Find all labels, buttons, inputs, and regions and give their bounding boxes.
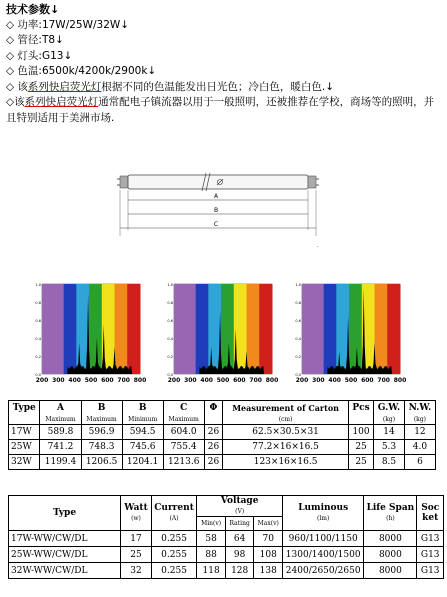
cell: 0.255 bbox=[151, 547, 197, 563]
cell: 26 bbox=[204, 455, 223, 470]
cell: 1204.1 bbox=[122, 455, 163, 470]
spectrum-band bbox=[127, 284, 140, 374]
cell: 17 bbox=[121, 531, 152, 547]
cell: 12 bbox=[404, 425, 435, 440]
x-tick-label: 200 bbox=[295, 377, 309, 384]
y-tick-label: 0.6 bbox=[295, 319, 301, 323]
x-tick-label: 300 bbox=[52, 377, 65, 384]
sub-c: Maximum bbox=[163, 415, 204, 425]
spectrum-charts bbox=[0, 280, 447, 388]
spec-application bbox=[6, 95, 442, 126]
table-row bbox=[9, 425, 436, 440]
col-socket bbox=[417, 496, 444, 531]
spec-lamp-base: ◇ 灯头:G13↓ bbox=[6, 49, 73, 62]
cell: 70 bbox=[254, 531, 283, 547]
col-watt bbox=[121, 496, 152, 531]
y-tick-label: 0.2 bbox=[167, 355, 173, 359]
col-life-span bbox=[364, 496, 417, 531]
x-tick-label: 600 bbox=[101, 377, 114, 384]
cell: 755.4 bbox=[163, 440, 204, 455]
x-tick-label: 600 bbox=[361, 377, 374, 384]
h-luminous: Luminous bbox=[298, 503, 349, 513]
y-tick-label: 1.0 bbox=[295, 283, 301, 287]
y-tick-label: 0.8 bbox=[295, 301, 301, 305]
dim-label-a: A bbox=[213, 193, 219, 200]
cell: 108 bbox=[254, 547, 283, 563]
cell: 14 bbox=[374, 425, 405, 440]
spectrum-band-uv bbox=[42, 284, 64, 374]
cell: 0.255 bbox=[151, 531, 197, 547]
cell: 8.5 bbox=[374, 455, 405, 470]
x-tick-label: 400 bbox=[328, 377, 341, 384]
col-b-max: B bbox=[81, 401, 122, 415]
sub-b-max: Maximum bbox=[81, 415, 122, 425]
cell: 98 bbox=[225, 547, 254, 563]
spec-application-series: 系列快启荧光灯 bbox=[24, 96, 99, 108]
table-row bbox=[9, 531, 444, 547]
x-tick-label: 800 bbox=[133, 377, 147, 384]
spectrum-band bbox=[247, 284, 260, 374]
spec-color-desc-prefix: ◇ 该 bbox=[6, 80, 28, 93]
x-tick-label: 700 bbox=[117, 377, 130, 384]
h-life-unit: (h) bbox=[386, 515, 395, 522]
h-voltage-unit: (V) bbox=[235, 508, 245, 515]
x-tick-label: 300 bbox=[184, 377, 197, 384]
cell: 594.5 bbox=[122, 425, 163, 440]
cell: 745.6 bbox=[122, 440, 163, 455]
x-tick-label: 200 bbox=[167, 377, 181, 384]
x-tick-label: 800 bbox=[265, 377, 279, 384]
y-tick-label: 1.0 bbox=[35, 283, 41, 287]
y-tick-label: 0.8 bbox=[167, 301, 173, 305]
spec-color-desc-rest: 根据不同的色温能发出日光色；冷白色，暖白色.↓ bbox=[101, 80, 335, 93]
dim-label-c: C bbox=[213, 221, 219, 228]
cell: 8000 bbox=[364, 563, 417, 579]
cell: 100 bbox=[348, 425, 373, 440]
sub-gw: (kg) bbox=[374, 415, 405, 425]
col-current bbox=[151, 496, 197, 531]
h-max: Max(v) bbox=[254, 517, 283, 531]
spec-power: ◇ 功率:17W/25W/32W↓ bbox=[6, 18, 130, 31]
spec-tube-diameter: ◇ 管径:T8↓ bbox=[6, 34, 64, 46]
y-tick-label: 0.4 bbox=[35, 337, 41, 341]
y-tick-label: 0.2 bbox=[35, 355, 41, 359]
spectrum-band bbox=[259, 284, 272, 374]
cell: 1300/1400/1500 bbox=[283, 547, 364, 563]
col-nw: N.W. bbox=[404, 401, 435, 415]
cell: 596.9 bbox=[81, 425, 122, 440]
electrical-table bbox=[8, 495, 444, 579]
h-socket: Socket bbox=[421, 503, 440, 523]
h-current-unit: (A) bbox=[169, 515, 179, 522]
y-tick-label: 1.0 bbox=[167, 283, 173, 287]
cell: 5.3 bbox=[374, 440, 405, 455]
y-tick-label: 0.4 bbox=[295, 337, 301, 341]
x-tick-label: 500 bbox=[84, 377, 98, 384]
cell: 32W bbox=[9, 455, 40, 470]
sub-pcs bbox=[348, 415, 373, 425]
dimension-table-subheader bbox=[9, 415, 436, 425]
col-type: Type bbox=[9, 401, 40, 415]
dim-label-b: B bbox=[213, 207, 219, 214]
cell: 1206.5 bbox=[81, 455, 122, 470]
x-tick-label: 500 bbox=[344, 377, 358, 384]
spectrum-band bbox=[387, 284, 400, 374]
cell: 138 bbox=[254, 563, 283, 579]
cell: 25 bbox=[121, 547, 152, 563]
col-b-min: B bbox=[122, 401, 163, 415]
spec-application-prefix: ◇该 bbox=[6, 96, 25, 108]
spectrum-panel-2 bbox=[164, 280, 279, 388]
cell: 58 bbox=[197, 531, 226, 547]
cell: 77.2×16×16.5 bbox=[223, 440, 349, 455]
x-tick-label: 600 bbox=[233, 377, 246, 384]
table-row bbox=[9, 563, 444, 579]
cell: 128 bbox=[225, 563, 254, 579]
spectrum-band bbox=[349, 284, 362, 374]
cell: 25W-WW/CW/DL bbox=[9, 547, 121, 563]
cell: 123×16×16.5 bbox=[223, 455, 349, 470]
col-gw: G.W. bbox=[374, 401, 405, 415]
cell: 32 bbox=[121, 563, 152, 579]
table-row bbox=[9, 547, 444, 563]
col-voltage bbox=[197, 496, 283, 517]
y-tick-label: 0.2 bbox=[295, 355, 301, 359]
cell: 741.2 bbox=[40, 440, 81, 455]
col-type bbox=[9, 496, 121, 531]
spectrum-band bbox=[64, 284, 77, 374]
spectrum-band bbox=[324, 284, 337, 374]
sub-b-min: Minimum bbox=[122, 415, 163, 425]
x-tick-label: 300 bbox=[312, 377, 325, 384]
decoration-mark: . bbox=[316, 240, 319, 249]
y-tick-label: 0.0 bbox=[167, 373, 173, 377]
spectrum-band bbox=[375, 284, 388, 374]
sub-nw: (kg) bbox=[404, 415, 435, 425]
cell: 26 bbox=[204, 425, 223, 440]
cell: 748.3 bbox=[81, 440, 122, 455]
cell: 4.0 bbox=[404, 440, 435, 455]
h-min: Min(v) bbox=[197, 517, 226, 531]
cell: 32W-WW/CW/DL bbox=[9, 563, 121, 579]
spectrum-panel-1 bbox=[32, 280, 147, 388]
y-tick-label: 0.4 bbox=[167, 337, 173, 341]
x-tick-label: 800 bbox=[393, 377, 407, 384]
cell: 1199.4 bbox=[40, 455, 81, 470]
spec-color-temp: ◇ 色温:6500k/4200k/2900k↓ bbox=[6, 65, 157, 77]
spectrum-band-uv bbox=[174, 284, 196, 374]
sub-carton: (cm) bbox=[223, 415, 349, 425]
cell: 25 bbox=[348, 440, 373, 455]
cell: 0.255 bbox=[151, 563, 197, 579]
h-life: Life Span bbox=[366, 503, 415, 513]
cell: 64 bbox=[225, 531, 254, 547]
table-row bbox=[9, 440, 436, 455]
y-tick-label: 0.6 bbox=[167, 319, 173, 323]
col-pcs: Pcs bbox=[348, 401, 373, 415]
h-watt: Watt bbox=[124, 503, 148, 513]
tube-dimension-diagram bbox=[112, 170, 324, 248]
tech-specs bbox=[6, 2, 442, 126]
y-tick-label: 0.6 bbox=[35, 319, 41, 323]
x-tick-label: 700 bbox=[377, 377, 390, 384]
x-tick-label: 200 bbox=[35, 377, 49, 384]
h-watt-unit: (w) bbox=[131, 515, 141, 522]
x-tick-label: 400 bbox=[200, 377, 213, 384]
dimension-table-header bbox=[9, 401, 436, 415]
h-rating: Rating bbox=[225, 517, 254, 531]
cell: 17W-WW/CW/DL bbox=[9, 531, 121, 547]
x-tick-label: 500 bbox=[216, 377, 230, 384]
spec-application-rest: 通常配电子镇流器以用于一般照明，还被推荐在学校，商场等的照明，并且特别适用于美洲市场. bbox=[6, 96, 435, 124]
cell: 17W bbox=[9, 425, 40, 440]
cell: 2400/2650/2650 bbox=[283, 563, 364, 579]
cell: 62.5×30.5×31 bbox=[223, 425, 349, 440]
cell: 8000 bbox=[364, 547, 417, 563]
specs-heading: 技术参数↓ bbox=[6, 3, 60, 16]
electrical-table-header bbox=[9, 496, 444, 517]
x-tick-label: 700 bbox=[249, 377, 262, 384]
cell: G13 bbox=[417, 563, 444, 579]
cell: 589.8 bbox=[40, 425, 81, 440]
spectrum-band bbox=[89, 284, 102, 374]
sub-diameter bbox=[204, 415, 223, 425]
y-tick-label: 0.8 bbox=[35, 301, 41, 305]
spectrum-band-uv bbox=[302, 284, 324, 374]
y-tick-label: 0.0 bbox=[35, 373, 41, 377]
cell: 6 bbox=[404, 455, 435, 470]
cell: 118 bbox=[197, 563, 226, 579]
dimension-table bbox=[8, 400, 436, 470]
col-carton: Measurement of Carton bbox=[223, 401, 349, 415]
h-type: Type bbox=[53, 508, 77, 518]
spec-color-desc-series: 系列快启荧光灯 bbox=[27, 80, 102, 93]
cell: 960/1100/1150 bbox=[283, 531, 364, 547]
col-luminous bbox=[283, 496, 364, 531]
spectrum-band bbox=[115, 284, 128, 374]
spec-color-desc bbox=[6, 80, 442, 96]
spectrum-band bbox=[221, 284, 234, 374]
col-diameter: Φ bbox=[204, 401, 223, 415]
sub-type bbox=[9, 415, 40, 425]
cell: G13 bbox=[417, 531, 444, 547]
col-c: C bbox=[163, 401, 204, 415]
col-a: A bbox=[40, 401, 81, 415]
cell: 1213.6 bbox=[163, 455, 204, 470]
spectrum-panel-3 bbox=[292, 280, 407, 388]
h-voltage: Voltage bbox=[220, 496, 259, 506]
h-current: Current bbox=[154, 503, 194, 513]
spectrum-band bbox=[196, 284, 209, 374]
h-luminous-unit: (lm) bbox=[317, 515, 330, 522]
cell: 8000 bbox=[364, 531, 417, 547]
table-row bbox=[9, 455, 436, 470]
x-tick-label: 400 bbox=[68, 377, 81, 384]
cell: 26 bbox=[204, 440, 223, 455]
sub-a: Maximum bbox=[40, 415, 81, 425]
cell: 88 bbox=[197, 547, 226, 563]
cell: G13 bbox=[417, 547, 444, 563]
cell: 25 bbox=[348, 455, 373, 470]
cell: 604.0 bbox=[163, 425, 204, 440]
cell: 25W bbox=[9, 440, 40, 455]
y-tick-label: 0.0 bbox=[295, 373, 301, 377]
